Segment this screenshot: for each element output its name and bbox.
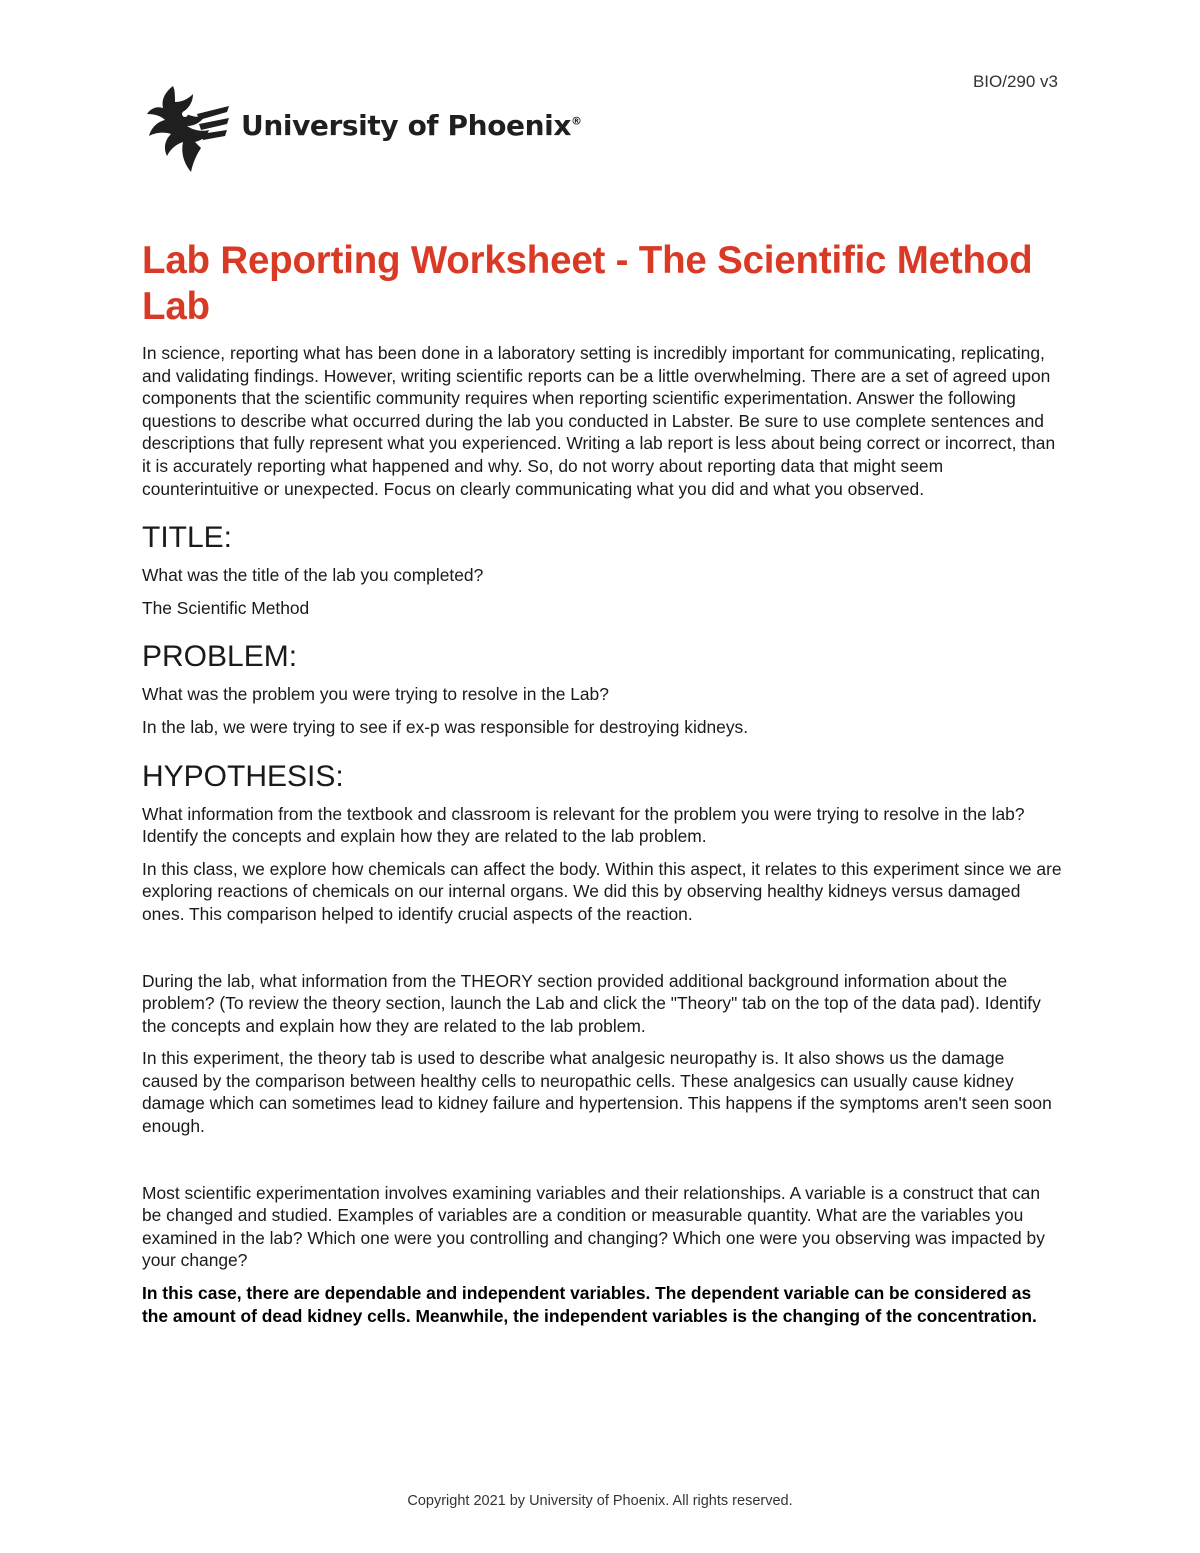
section-heading-title: TITLE:	[142, 521, 233, 555]
title-answer: The Scientific Method	[142, 597, 310, 618]
course-code: BIO/290 v3	[972, 72, 1058, 91]
hypothesis-question-1: What information from the textbook and classroom is relevant for the problem you were trying to resolve in the lab? Identify the concepts and explain how they are related to the lab problem.	[142, 803, 1025, 847]
intro-paragraph: In science, reporting what has been done in a laboratory setting is incredibly important for communicating, replicating, and validating findings. However, writing scientific reports can be a little overwhelming. There are a set of agreed upon components that the scientific community requires when reporting scientific experimentation. Answer the following questions to describe what occurred during the lab you conducted in Labster. Be sure to use complete sentences and descriptions that fully represent what you experienced. Writing a lab report is less about being correct or incorrect, than it is accurately reporting what happened and why. So, do not worry about reporting data that might seem counterintuitive or unexpected. Focus on clearly communicating what you did and what you observed.	[142, 343, 1056, 499]
university-logo	[143, 84, 582, 176]
hypothesis-answer-2: In this experiment, the theory tab is used to describe what analgesic neuropathy is. It also shows us the damage caused by the comparison between healthy cells to neuropathic cells. These analgesics can usually cause kidney damage which can sometimes lead to kidney failure and hypertension. This happens if the symptoms aren't seen soon enough.	[142, 1048, 1052, 1137]
title-question: What was the title of the lab you completed?	[142, 565, 484, 586]
problem-question: What was the problem you were trying to resolve in the Lab?	[142, 684, 609, 705]
document-body	[142, 238, 1062, 1327]
section-heading-problem: PROBLEM:	[142, 640, 298, 674]
phoenix-icon	[143, 84, 231, 176]
problem-answer: In the lab, we were trying to see if ex-p was responsible for destroying kidneys.	[142, 716, 749, 737]
logo-wordmark: University of Phoenix®	[241, 108, 582, 142]
hypothesis-answer-3: In this case, there are dependable and independent variables. The dependent variable can be considered as the amount of dead kidney cells. Meanwhile, the independent variables is the changing of the concentration.	[142, 1283, 1037, 1326]
section-heading-hypothesis: HYPOTHESIS:	[142, 759, 344, 793]
hypothesis-answer-1: In this class, we explore how chemicals can affect the body. Within this aspect, it relates to this experiment since we are exploring reactions of chemicals on our internal organs. We did this by observing healthy kidneys versus damaged ones. This comparison helped to identify crucial aspects of the reaction.	[142, 858, 1062, 924]
hypothesis-question-2: During the lab, what information from the THEORY section provided additional background information about the problem? (To review the theory section, launch the Lab and click the "Theory" tab on the top of the data pad). Identify the concepts and explain how they are related to the lab problem.	[142, 970, 1041, 1036]
hypothesis-question-3: Most scientific experimentation involves examining variables and their relationships. A variable is a construct that can be changed and studied. Examples of variables are a condition or measurable quantity. What are the variables you examined in the lab? Which one were you controlling and changing? Which one were you observing was impacted by your change?	[142, 1182, 1045, 1271]
copyright-footer: Copyright 2021 by University of Phoenix. All rights reserved.	[407, 1493, 793, 1509]
document-title: Lab Reporting Worksheet - The Scientific Method Lab	[142, 239, 1033, 328]
